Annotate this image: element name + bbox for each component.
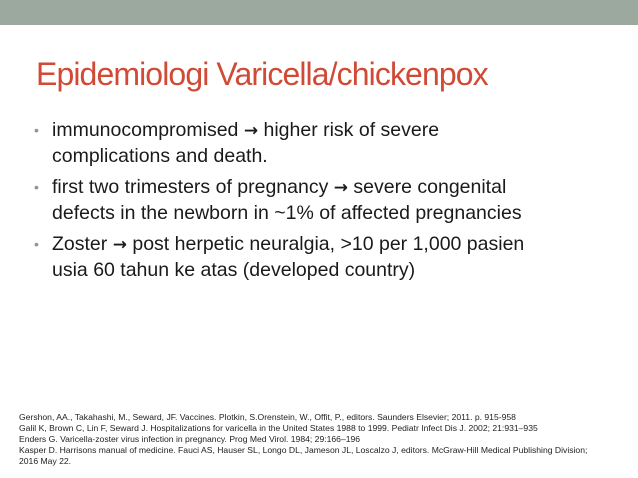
arrow-right-icon: → [333, 178, 349, 198]
bullet-text-continuation: usia 60 tahun ke atas (developed country) [52, 259, 416, 281]
bullet-item-pregnancy [34, 175, 624, 226]
references [19, 412, 629, 467]
arrow-right-icon: → [112, 235, 127, 255]
bullet-text-end: severe congenital [348, 176, 507, 198]
bullet-item-immunocompromised [34, 118, 624, 169]
bullet-text-end: higher risk of severe [258, 119, 440, 141]
bullet-marker: • [34, 122, 39, 138]
arrow-right-icon: → [243, 121, 259, 141]
bullet-list [34, 118, 624, 289]
reference-line: Gershon, AA., Takahashi, M., Seward, JF. Vaccines. Plotkin, S.Orenstein, W., Offit, P., editors. Saunders Elsevier; 2011. p. 915-958 [19, 412, 516, 422]
top-band [0, 0, 638, 25]
bullet-text-continuation: defects in the newborn in ~1% of affected pregnancies [52, 202, 522, 224]
reference-line: Kasper D. Harrisons manual of medicine. Fauci AS, Hauser SL, Longo DL, Jameson JL, Loscalzo J, editors. McGraw-Hill Medical Publishing Division; [19, 445, 588, 455]
bullet-text-continuation: complications and death. [52, 145, 268, 167]
reference-line: 2016 May 22. [19, 456, 72, 466]
bullet-marker: • [34, 236, 39, 252]
reference-line: Galil K, Brown C, Lin F, Seward J. Hospitalizations for varicella in the United States 1988 to 1999. Pediatr Infect Dis J. 2002; 21:931–935 [19, 423, 538, 433]
bullet-text-end: post herpetic neuralgia, >10 per 1,000 pasien [126, 233, 525, 255]
reference-line: Enders G. Varicella-zoster virus infection in pregnancy. Prog Med Virol. 1984; 29:166–196 [19, 434, 361, 444]
slide-title: Epidemiologi Varicella/chickenpox [36, 56, 488, 92]
bullet-text-start: first two trimesters of pregnancy [52, 176, 334, 198]
bullet-text-start: immunocompromised [52, 119, 244, 141]
bullet-marker: • [34, 179, 39, 195]
bullet-text-start: Zoster [52, 233, 113, 255]
bullet-item-zoster [34, 232, 624, 283]
